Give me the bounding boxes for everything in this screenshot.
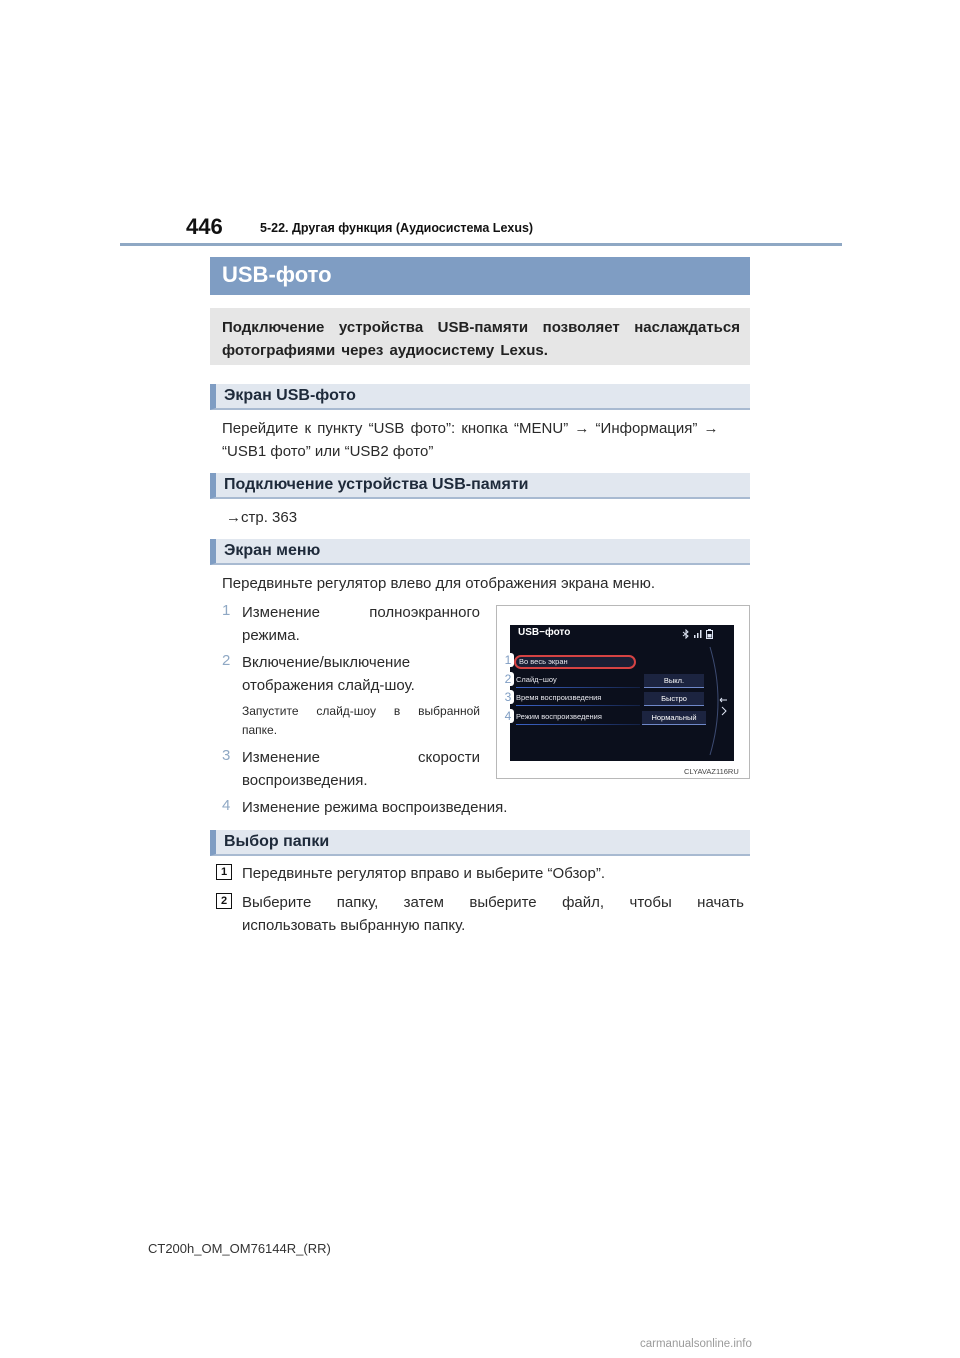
menu-instruction: Передвиньте регулятор влево для отображения экрана меню. [222, 575, 656, 592]
section-heading-text: Экран USB-фото [224, 387, 356, 404]
signal-icon [694, 629, 702, 639]
page-title-bar [210, 257, 750, 295]
section-heading-text: Экран меню [224, 542, 321, 559]
illustration-code: CLYAVAZ116RU [684, 767, 739, 776]
screen-row-divider [516, 687, 640, 688]
page-title: USB-фото [222, 262, 332, 287]
section-heading-menu [210, 539, 750, 565]
callout-number-4: 4 [222, 797, 231, 814]
callout-number-2: 2 [222, 652, 231, 669]
battery-icon [706, 629, 713, 639]
section-heading-usb-screen [210, 384, 750, 410]
screen-row-fullscreen: Во весь экран [514, 655, 636, 669]
callout-number-3: 3 [222, 747, 231, 764]
step-number-2: 2 [216, 893, 232, 909]
menu-item-1-line1: Изменение полноэкранного [242, 604, 480, 621]
screen-callout-1: 1 [502, 653, 514, 667]
menu-item-3-line2: воспроизведения. [242, 772, 368, 789]
section-heading-connect [210, 473, 750, 499]
page-number: 446 [186, 214, 223, 239]
screen-row-playback-time: Время воспроизведения [516, 693, 602, 702]
screen-row-playback-mode: Режим воспроизведения [516, 712, 602, 721]
watermark: carmanualsonline.info [640, 1338, 752, 1350]
screen-row-divider [516, 705, 640, 706]
menu-item-2-note-line1: Запустите слайд-шоу в выбранной [242, 704, 480, 718]
screen-callout-2: 2 [502, 672, 514, 686]
screen-row-divider [516, 724, 640, 725]
folder-step-1-text: Передвиньте регулятор вправо и выберите “Обзор”. [242, 865, 606, 882]
chapter-title: 5-22. Другая функция (Аудиосистема Lexus) [260, 221, 534, 235]
step-number-1: 1 [216, 864, 232, 880]
bluetooth-icon [682, 629, 690, 639]
back-icon [718, 695, 730, 717]
screen-instruction-line2: “USB1 фото” или “USB2 фото” [222, 443, 434, 460]
folder-step-2-line1: Выберите папку, затем выберите файл, чтобы начать [242, 894, 744, 911]
document-code: CT200h_OM_OM76144R_(RR) [148, 1241, 331, 1256]
page-reference: →стр. 363 [226, 509, 298, 526]
screen-value-playback-time: Быстро [644, 692, 704, 706]
section-heading-text: Подключение устройства USB-памяти [224, 476, 529, 493]
screen-title: USB−фото [518, 627, 571, 638]
screen-instruction-line1: Перейдите к пункту “USB фото”: кнопка “MENU” → “Информация” → [222, 420, 719, 437]
screen-row-slideshow: Слайд−шоу [516, 675, 557, 684]
screen-callout-4: 4 [502, 709, 514, 723]
usb-photo-menu-screen [510, 625, 734, 761]
menu-item-2-line2: отображения слайд-шоу. [242, 677, 415, 694]
callout-number-1: 1 [222, 602, 231, 619]
intro-text: Подключение устройства USB-памяти позволяет наслаждаться фотографиями через аудиосистему Lexus. [222, 319, 740, 359]
menu-item-1-line2: режима. [242, 627, 300, 644]
menu-item-2-line1: Включение/выключение [242, 654, 411, 671]
screen-value-playback-mode: Нормальный [642, 711, 706, 725]
header-divider [120, 243, 842, 246]
screen-callout-3: 3 [502, 690, 514, 704]
folder-step-2-line2: использовать выбранную папку. [242, 917, 466, 934]
menu-item-4-line1: Изменение режима воспроизведения. [242, 799, 508, 816]
screen-value-slideshow: Выкл. [644, 674, 704, 688]
section-heading-folder [210, 830, 750, 856]
menu-item-2-note-line2: папке. [242, 723, 278, 737]
intro-box [210, 308, 750, 365]
section-heading-text: Выбор папки [224, 833, 330, 850]
menu-item-3-line1: Изменение скорости [242, 749, 480, 766]
